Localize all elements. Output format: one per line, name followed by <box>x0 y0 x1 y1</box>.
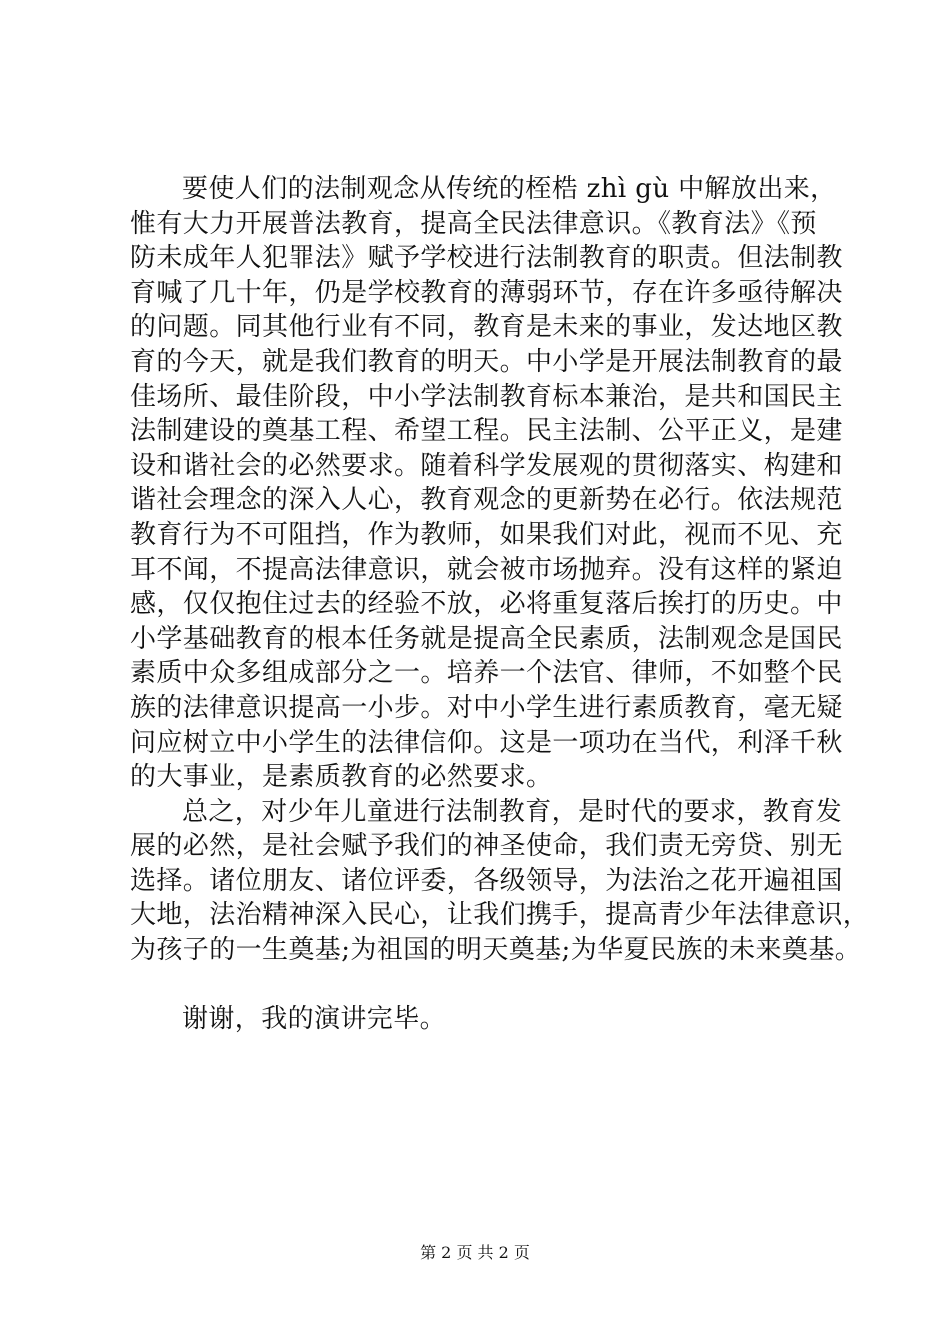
paragraph-line: 惟有大力开展普法教育，提高全民法律意识。《教育法》《预 <box>130 208 817 239</box>
paragraph-line: 展的必然，是社会赋予我们的神圣使命，我们责无旁贷、别无 <box>130 831 843 862</box>
paragraph-line: 的问题。同其他行业有不同，教育是未来的事业，发达地区教 <box>130 312 843 343</box>
blank-line <box>130 968 830 1003</box>
paragraph-legal-education <box>130 172 843 795</box>
paragraph-line: 族的法律意识提高一小步。对中小学生进行素质教育，毫无疑 <box>130 692 843 723</box>
paragraph-line: 为孩子的一生奠基;为祖国的明天奠基;为华夏民族的未来奠基。 <box>130 935 862 966</box>
paragraph-closing <box>130 1002 830 1037</box>
paragraph-line: 问应树立中小学生的法律信仰。这是一项功在当代，利泽千秋 <box>130 727 843 758</box>
document-body <box>130 172 870 1037</box>
paragraph-line: 耳不闻，不提高法律意识，就会被市场抛弃。没有这样的紧迫 <box>130 554 843 585</box>
page-number-footer: 第 2 页 共 2 页 <box>420 1243 530 1262</box>
paragraph-line: 谢谢，我的演讲完毕。 <box>182 1004 447 1035</box>
paragraph-line: 育的今天，就是我们教育的明天。中小学是开展法制教育的最 <box>130 346 843 377</box>
paragraph-line: 教育行为不可阻挡，作为教师，如果我们对此，视而不见、充 <box>130 519 843 550</box>
paragraph-line: 素质中众多组成部分之一。培养一个法官、律师，不如整个民 <box>130 658 843 689</box>
paragraph-line: 的大事业，是素质教育的必然要求。 <box>130 762 553 793</box>
paragraph-line: 法制建设的奠基工程、希望工程。民主法制、公平正义，是建 <box>130 416 843 447</box>
paragraph-line: 感，仅仅抱住过去的经验不放，必将重复落后挨打的历史。中 <box>130 589 843 620</box>
paragraph-line: 防未成年人犯罪法》赋予学校进行法制教育的职责。但法制教 <box>130 243 843 274</box>
paragraph-line: 谐社会理念的深入人心，教育观念的更新势在必行。依法规范 <box>130 485 843 516</box>
paragraph-conclusion <box>130 795 870 968</box>
paragraph-line: 选择。诸位朋友、诸位评委，各级领导，为法治之花开遍祖国 <box>130 865 843 896</box>
paragraph-line: 小学基础教育的根本任务就是提高全民素质，法制观念是国民 <box>130 623 843 654</box>
paragraph-line: 要使人们的法制观念从传统的桎梏 zhì gù 中解放出来， <box>182 174 837 204</box>
paragraph-line: 设和谐社会的必然要求。随着科学发展观的贯彻落实、构建和 <box>130 450 843 481</box>
paragraph-line: 育喊了几十年，仍是学校教育的薄弱环节，存在许多亟待解决 <box>130 277 843 308</box>
paragraph-line: 佳场所、最佳阶段，中小学法制教育标本兼治，是共和国民主 <box>130 381 843 412</box>
paragraph-line: 总之，对少年儿童进行法制教育，是时代的要求，教育发 <box>182 796 843 827</box>
paragraph-line: 大地，法治精神深入民心，让我们携手，提高青少年法律意识， <box>130 900 870 931</box>
